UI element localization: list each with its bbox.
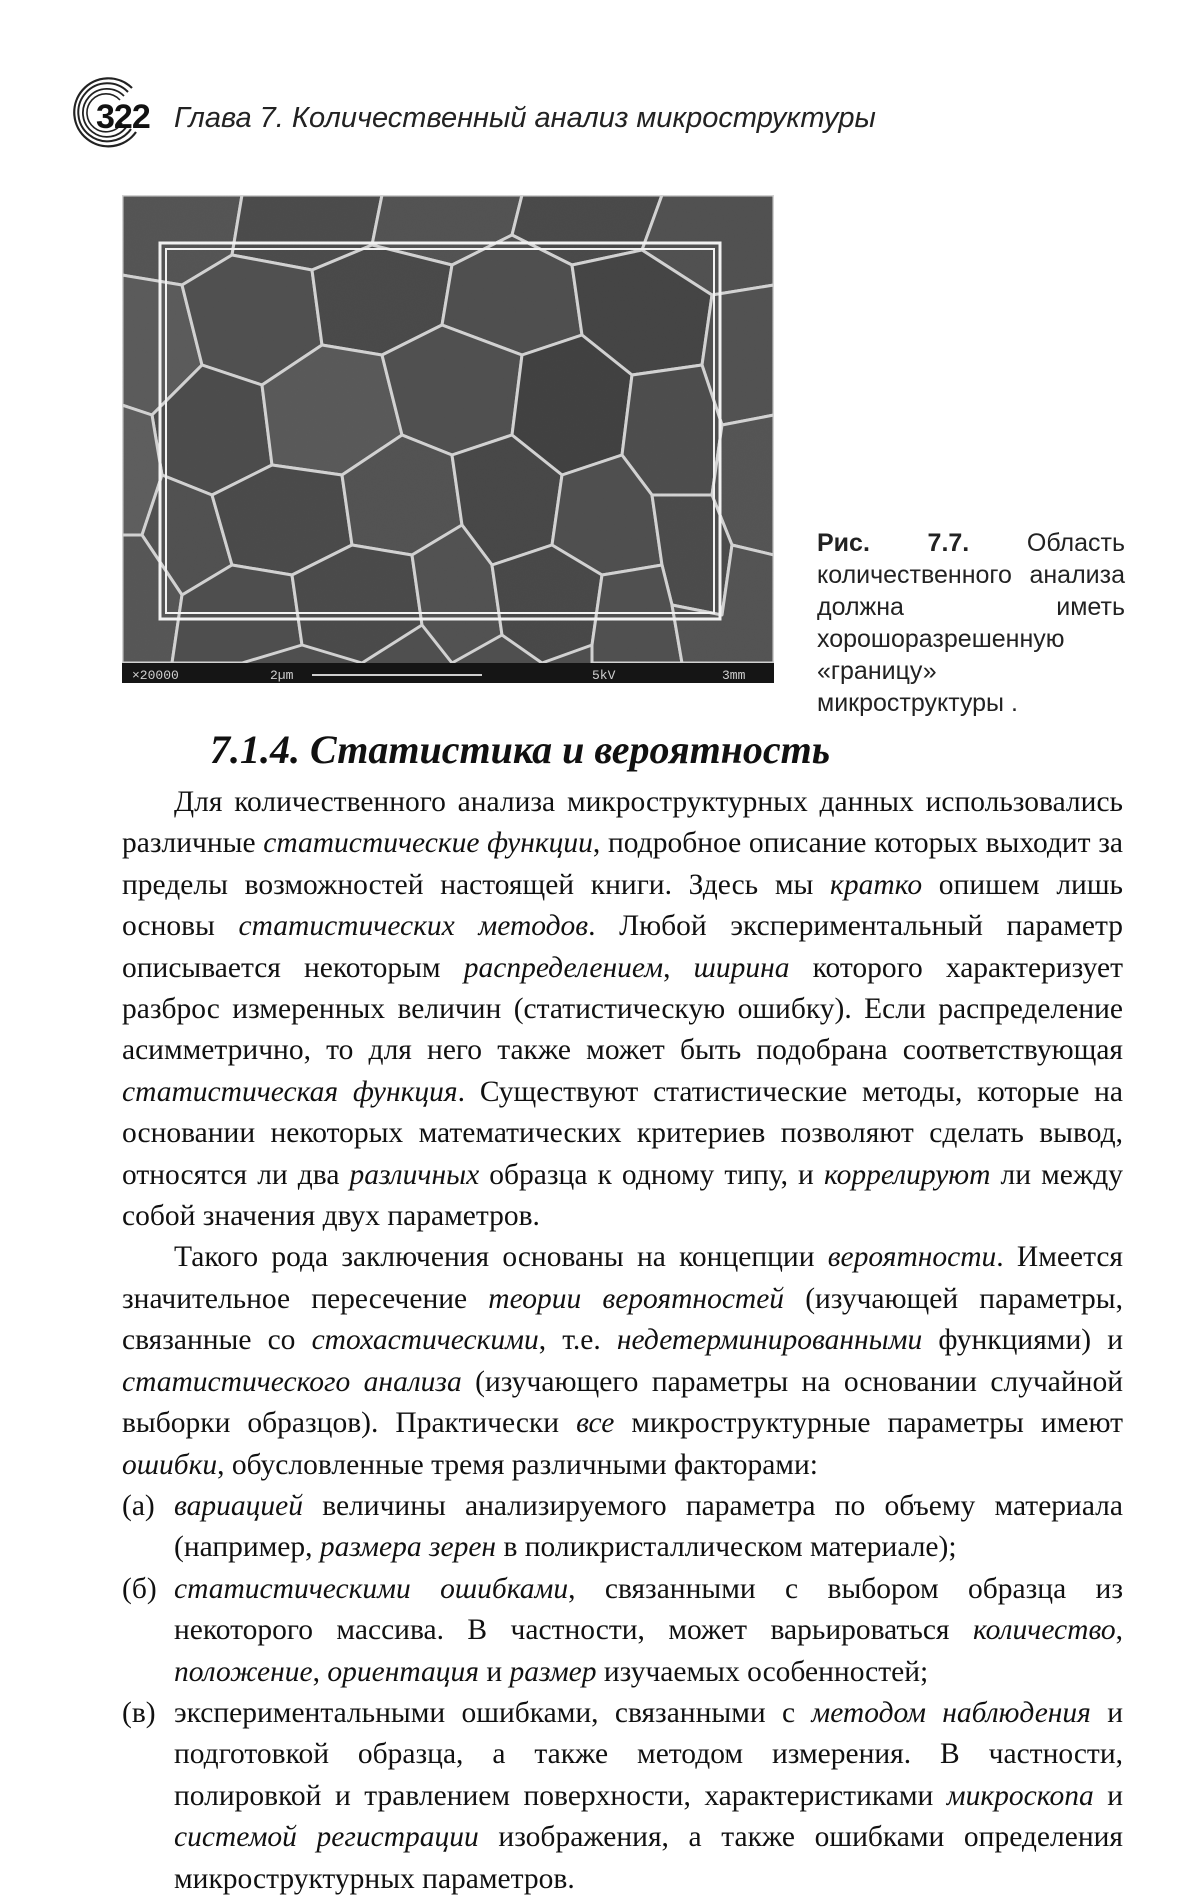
scale-bar-strip <box>122 663 774 683</box>
paragraph: Для количественного анализа микроструктурных данных использовались различные статистические функции, подробное описание которых выходит за пределы возможностей настоящей книги. Здесь мы кратко опишем лишь основы статистических методов. Любой экспериментальный параметр описывается некоторым распределением, ширина которого характеризует разброс измеренных величин (статистическую ошибку). Если распределение асимметрично, то для него также может быть подобрана соответствующая статистическая функция. Существуют статистические методы, которые на основании некоторых математических критериев позволяют сделать вывод, относятся ли два различных образца к одному типу, и коррелируют ли между собой значения двух параметров. <box>122 786 1124 1233</box>
list-item-text: экспериментальными ошибками, связанными с методом наблюдения и подготовкой образца, а также методом измерения. В частности, полировкой и травлением поверхности, характеристиками микроскопа и системой регистрации изображения, а также ошибками определения микроструктурных параметров. <box>174 1696 1123 1895</box>
emphasis: вероятности <box>827 1241 997 1274</box>
page-header <box>70 72 1130 152</box>
emphasis: различных <box>349 1158 480 1191</box>
emphasis: статистические функции <box>263 827 593 860</box>
list-item <box>122 1486 1123 1569</box>
emphasis: размер <box>509 1655 597 1688</box>
emphasis: микроскопа <box>946 1779 1094 1812</box>
emphasis: распределением <box>463 951 664 984</box>
emphasis: кратко <box>830 868 923 901</box>
scale-label: 2µm <box>270 668 294 683</box>
body-text <box>122 782 1123 1900</box>
figure-caption <box>817 527 1125 719</box>
emphasis: статистического анализа <box>122 1365 462 1398</box>
list-marker: (в) <box>122 1696 156 1729</box>
list-marker: (б) <box>122 1572 157 1605</box>
sem-micrograph <box>122 195 774 683</box>
list-item-text: статистическими ошибками, связанными с выбором образца из некоторого массива. В частности, может варьироваться количество, положение, ориентация и размер изучаемых особенностей; <box>174 1572 1123 1688</box>
section-heading: 7.1.4. Статистика и вероятность <box>210 727 831 772</box>
emphasis: статистическая функция <box>122 1075 458 1108</box>
emphasis: размера зерен <box>319 1531 497 1564</box>
emphasis: ориентация <box>327 1655 479 1688</box>
running-title: Глава 7. Количественный анализ микроструктуры <box>174 102 876 134</box>
emphasis: недетерминированными <box>616 1324 923 1357</box>
emphasis: вариацией <box>174 1489 303 1522</box>
list-marker: (а) <box>122 1489 155 1522</box>
list-item <box>122 1693 1123 1900</box>
emphasis: количество <box>972 1614 1116 1647</box>
figure-caption-text: Область количественного анализа должна иметь хорошоразрешенную «границу» микроструктуры . <box>817 529 1125 717</box>
emphasis: все <box>576 1407 615 1440</box>
voltage-label: 5kV <box>592 668 616 683</box>
page-number: 322 <box>96 98 150 136</box>
emphasis: положение <box>174 1655 313 1688</box>
emphasis: системой регистрации <box>174 1821 479 1854</box>
emphasis: статистическими ошибками <box>174 1572 569 1605</box>
emphasis: теории вероятностей <box>488 1282 785 1315</box>
emphasis: стохастическими <box>311 1324 539 1357</box>
magnification-label: ×20000 <box>132 668 179 683</box>
figure-caption-label: Рис. 7.7. <box>817 529 970 557</box>
emphasis: коррелируют <box>823 1158 991 1191</box>
emphasis: методом наблюдения <box>811 1696 1091 1729</box>
list-item <box>122 1569 1123 1693</box>
paragraph: Такого рода заключения основаны на концепции вероятности. Имеется значительное пересечение теории вероятностей (изучающей параметры, связанные со стохастическими, т.е. недетерминированными функциями) и статистического анализа (изучающего параметры на основании случайной выборки образцов). Практически все микроструктурные параметры имеют ошибки, обусловленные тремя различными факторами: <box>122 1241 1124 1481</box>
emphasis: ширина <box>693 951 790 984</box>
working-distance-label: 3mm <box>722 668 746 683</box>
emphasis: статистических методов <box>238 910 589 943</box>
list-item-text: вариацией величины анализируемого параметра по объему материала (например, размера зерен в поликристаллическом материале); <box>174 1489 1123 1564</box>
sem-micrograph-figure <box>122 195 774 683</box>
emphasis: ошибки <box>122 1448 218 1481</box>
